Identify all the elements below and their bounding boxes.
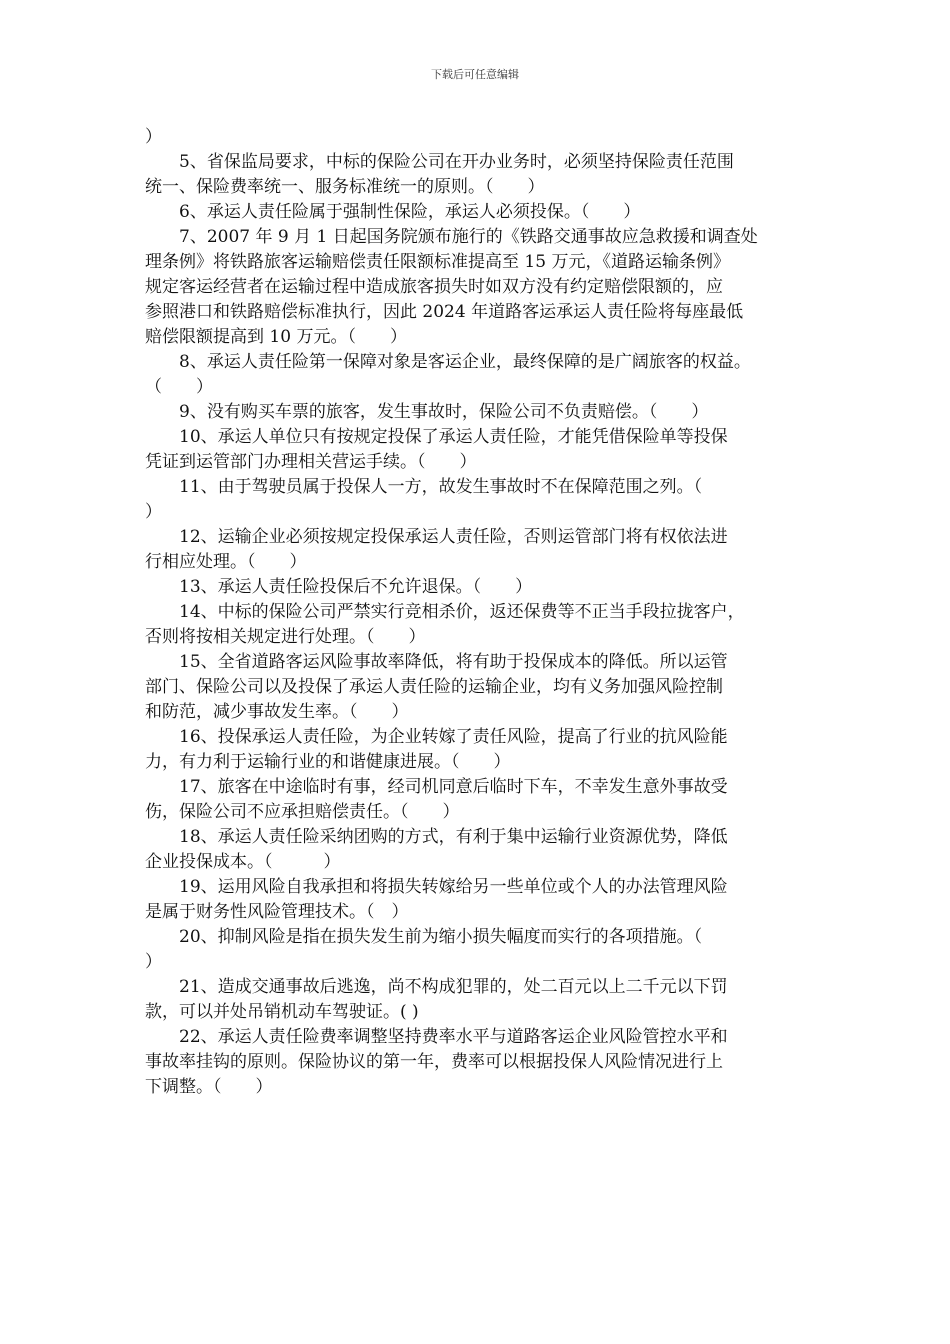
text-line: 17、旅客在中途临时有事，经司机同意后临时下车，不幸发生意外事故受 [179, 777, 728, 797]
text-line: 5、省保监局要求，中标的保险公司在开办业务时，必须坚持保险责任范围 [179, 152, 734, 172]
text-line: 13、承运人责任险投保后不允许退保。（ ） [179, 577, 533, 597]
text-line: ） [145, 952, 162, 972]
page-header: 下载后可任意编辑 [431, 68, 519, 81]
text-line: 企业投保成本。（ ） [145, 852, 341, 872]
text-line: 22、承运人责任险费率调整坚持费率水平与道路客运企业风险管控水平和 [179, 1027, 728, 1047]
text-line: 和防范，减少事故发生率。（ ） [145, 702, 409, 722]
text-line: 12、运输企业必须按规定投保承运人责任险，否则运管部门将有权依法进 [179, 527, 728, 547]
text-line: 行相应处理。（ ） [145, 552, 307, 572]
text-line: 否则将按相关规定进行处理。（ ） [145, 627, 426, 647]
text-line: 伤，保险公司不应承担赔偿责任。（ ） [145, 802, 460, 822]
text-line: 7、2007 年 9 月 1 日起国务院颁布施行的《铁路交通事故应急救援和调查处 [179, 227, 758, 247]
text-line: 6、承运人责任险属于强制性保险，承运人必须投保。（ ） [179, 202, 641, 222]
text-line: 事故率挂钩的原则。保险协议的第一年，费率可以根据投保人风险情况进行上 [145, 1052, 723, 1072]
text-line: 是属于财务性风险管理技术。（ ） [145, 902, 409, 922]
text-line: 款，可以并处吊销机动车驾驶证。( ) [145, 1002, 419, 1022]
text-line: 10、承运人单位只有按规定投保了承运人责任险，才能凭借保险单等投保 [179, 427, 728, 447]
text-line: 赔偿限额提高到 10 万元。（ ） [145, 327, 407, 347]
text-line: 下调整。（ ） [145, 1077, 273, 1097]
text-line: 14、中标的保险公司严禁实行竞相杀价，返还保费等不正当手段拉拢客户， [179, 602, 745, 622]
text-line: ） [145, 127, 162, 147]
text-line: （ ） [145, 377, 213, 397]
text-line: 15、全省道路客运风险事故率降低，将有助于投保成本的降低。所以运管 [179, 652, 728, 672]
text-line: 统一、保险费率统一、服务标准统一的原则。（ ） [145, 177, 545, 197]
text-line: 部门、保险公司以及投保了承运人责任险的运输企业，均有义务加强风险控制 [145, 677, 723, 697]
text-line: 18、承运人责任险采纳团购的方式，有利于集中运输行业资源优势，降低 [179, 827, 728, 847]
text-line: 力，有力利于运输行业的和谐健康进展。（ ） [145, 752, 511, 772]
text-line: 16、投保承运人责任险，为企业转嫁了责任风险，提高了行业的抗风险能 [179, 727, 728, 747]
text-line: 21、造成交通事故后逃逸，尚不构成犯罪的，处二百元以上二千元以下罚 [179, 977, 728, 997]
document-body [145, 125, 825, 1100]
text-line: 11、由于驾驶员属于投保人一方，故发生事故时不在保障范围之列。（ [179, 477, 703, 497]
text-line: 19、运用风险自我承担和将损失转嫁给另一些单位或个人的办法管理风险 [179, 877, 728, 897]
text-line: 9、没有购买车票的旅客，发生事故时，保险公司不负责赔偿。（ ） [179, 402, 709, 422]
text-line: 8、承运人责任险第一保障对象是客运企业，最终保障的是广阔旅客的权益。 [179, 352, 751, 372]
text-line: 凭证到运管部门办理相关营运手续。（ ） [145, 452, 477, 472]
text-line: 理条例》将铁路旅客运输赔偿责任限额标准提高至 15 万元，《道路运输条例》 [145, 252, 730, 272]
text-line: 20、抑制风险是指在损失发生前为缩小损失幅度而实行的各项措施。（ [179, 927, 703, 947]
text-line: 参照港口和铁路赔偿标准执行，因此 2024 年道路客运承运人责任险将每座最低 [145, 302, 744, 322]
text-line: ） [145, 502, 162, 522]
text-line: 规定客运经营者在运输过程中造成旅客损失时如双方没有约定赔偿限额的，应 [145, 277, 723, 297]
